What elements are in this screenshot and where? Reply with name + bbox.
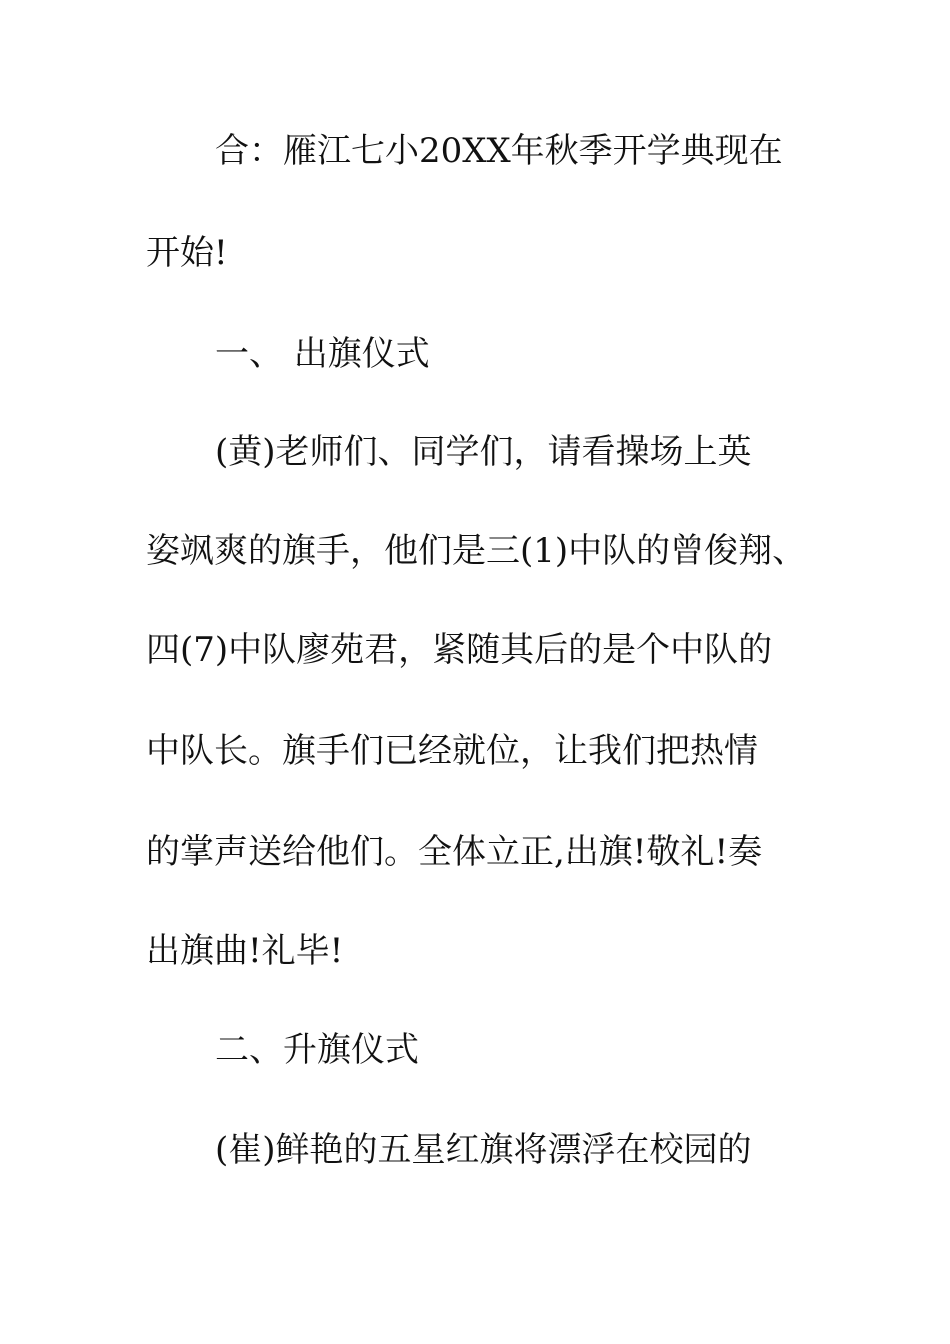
paragraph-line: 的掌声送给他们。全体立正,出旗!敬礼!奏	[146, 832, 763, 872]
paragraph-line: 出旗曲!礼毕!	[146, 931, 344, 971]
paragraph-line: 四(7)中队廖苑君，紧随其后的是个中队的	[146, 630, 773, 670]
paragraph-line: 姿飒爽的旗手，他们是三(1)中队的曾俊翔、	[146, 531, 807, 571]
paragraph-line: 中队长。旗手们已经就位，让我们把热情	[146, 731, 758, 771]
paragraph-line: 开始!	[146, 233, 228, 273]
section-heading: 一、 出旗仪式	[215, 334, 430, 374]
paragraph-line: (崔)鲜艳的五星红旗将漂浮在校园的	[215, 1130, 752, 1170]
section-heading: 二、升旗仪式	[215, 1030, 419, 1070]
paragraph-line: 合：雁江七小20XX年秋季开学典现在	[215, 131, 783, 171]
paragraph-line: (黄)老师们、同学们，请看操场上英	[215, 432, 752, 472]
